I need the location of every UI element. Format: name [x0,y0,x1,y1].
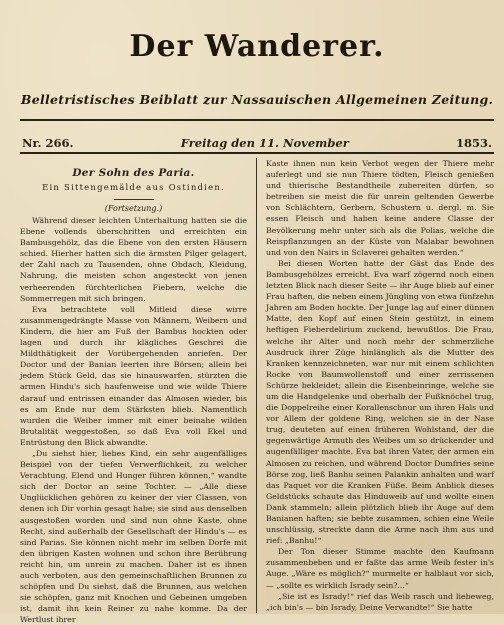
issue-bar [20,133,494,152]
story-divider [114,199,154,200]
issue-bottom-rule [20,152,494,154]
issue-number: Nr. 266. [22,136,74,150]
continuation-note: (Fortsetzung.) [104,204,163,213]
masthead [20,0,494,107]
issue-top-rule [20,119,494,121]
issue-date: Freitag den 11. November [180,136,349,150]
story-subtitle: Ein Sittengemälde aus Ostindien. [42,183,225,193]
paragraph: Eva betrachtete voll Mitleid diese wirre zusammengedrängte Masse von Männern, Weibern und Kindern, die hier am Fuß der Bambus hockten oder lagen und durch ihr klägliches Geschrei die Mildthätigkeit der Vorübergehenden anriefen. Der Doctor und der Banian leerten ihre Börsen; allein bei jedem Stück Geld, das sie hinauswarfen, stürzten die armen Hindu's sich haufenweise und wie wilde Thiere darauf und entrissen einander das Almosen wieder, bis es am Ende nur dem Stärksten blieb. Namentlich wurden die Weiber immer mit einer beinahe wilden Brutalität weggestoßen, so daß Eva voll Ekel und Entrüstung den Blick abwandte. [20,304,247,447]
newspaper-subtitle: Belletristisches Beiblatt zur Nassauischen Allgemeinen Zeitung. [20,92,494,107]
right-column [257,158,494,613]
left-column [20,158,257,625]
paragraph: „Du siehst hier, liebes Kind, ein sehr augenfälliges Beispiel von der tiefen Verwerflichkeit, zu welcher Verachtung, Elend und Hunger führen können,“ wandte sich der Doctor an seine Tochter. — „Alle diese Unglücklichen gehören zu keiner der vier Classen, von denen ich Dir vorhin gesagt habe; sie sind aus denselben ausgestoßen worden und sind nun ohne Kaste, ohne Recht, sind außerhalb der Gesellschaft der Hindu's — es sind Parias. Sie können nicht mehr im selben Dorfe mit den übrigen Kasten wohnen und schon ihre Berührung reicht hin, um unrein zu machen. Daher ist es ihnen auch verboten, aus den gemeinschaftlichen Brunnen zu schöpfen und Du siehst, daß die Brunnen, aus welchen sie schöpfen, ganz mit Knochen und Gebeinen umgeben ist, damit ihn kein Reiner zu nahe komme. Da der Wertlust ihrer [20,448,247,625]
paragraph: Der Ton dieser Stimme machte den Kaufmann zusammenbeben und er faßte das arme Weib fester in's Auge. „Wäre es möglich?“ murmelte er halblaut vor sich, — „sollte es wirklich Isrady sein?...“ [266,547,494,590]
newspaper-title: Der Wanderer. [129,29,385,64]
issue-year: 1853. [455,136,492,150]
paragraph: „Sie ist es Isrady!“ rief das Weib rasch und liebeweg, „ich bin's — bin Isrady, Deine Verwandte!“ Sie hatte [266,591,494,612]
paragraph: Kaste ihnen nun kein Verbot wegen der Thiere mehr auferlegt und sie nun Thiere tödten, Fleisch genießen und thierische Bestandtheile zubereiten dürfen, so betreiben sie meist die für unrein geltenden Gewerbe von Schlächtern, Gerbern, Schustern u. dergl. m. Sie essen Fleisch und haben keine andere Classe der Bevölkerung mehr unter sich als die Polias, welche die Reispflanzungen an der Küste von Malabar bewohnen und von den Nairs in Sclaverei gehalten werden.“ [266,159,494,257]
article-columns [20,158,494,625]
story-title: Der Sohn des Paria. [72,167,195,179]
paragraph: Bei diesen Worten hatte der Gäst das Ende des Bambusgehölzes erreicht. Eva warf zögernd noch einen letzten Blick nach dieser Seite — ihr Auge blieb auf einer Frau haften, die neben einem Jüngling von etwa fünfzehn Jahren am Boden hockte. Der Junge lag auf einer dünnen Matte, den Kopf auf einen Stein gestützt, in einem heftigen Fieberdelirium zuckend, bewußtlos. Die Frau, welche ihr Alter und noch mehr der schmerzliche Ausdruck ihrer Züge hinlänglich als die Mutter des Kranken kennzeichneten, war nur mit einem schlichten Rocke von Baumwollenstoff und einer zerrissenen Schürze bekleidet; allein die Eisenbeinringe, welche sie um die Handgelenke und oberhalb der Fußknöchel trug, die Doppelreihe einer Korallenschnur um ihren Hals und vor Allem der goldene Ring, welchen sie in der Nase trug, deuteten auf einen früheren Wohlstand, der die gegenwärtige Armuth des Weibes um so drückender und augenfälliger machte. Eva bat ihren Vater, der armen ein Almosen zu reichen, und während Doctor Dumfries seine Börse zog, ließ Banhu seinen Palankin anhalten und warf das Paquet vor die Kranken Füße. Beim Anblick dieses Geldstücks schaute das Hinduweib auf und wollte einen Dank stammeln; allein plötzlich blieb ihr Auge auf dem Banianen haften; sie bebte zusammen, schien eine Weile unschlüssig, streckte dann die Arme nach ihm aus und rief: „Banhu!“ [266,258,494,546]
paragraph: Während dieser leichten Unterhaltung hatten sie die Ebene vollends überschritten und erreichten ein Bambusgehölz, das die Ebene von den ersten Häusern schied. Hierher hatten sich die ärmsten Pilger gelagert, der Zahl nach zu Tausenden, ohne Obdach, Kleidung, Nahrung, die meisten schon angesteckt von jenen verheerenden fürchterlichen Fiebern, welche die Sommerregen mit sich bringen. [20,216,247,303]
